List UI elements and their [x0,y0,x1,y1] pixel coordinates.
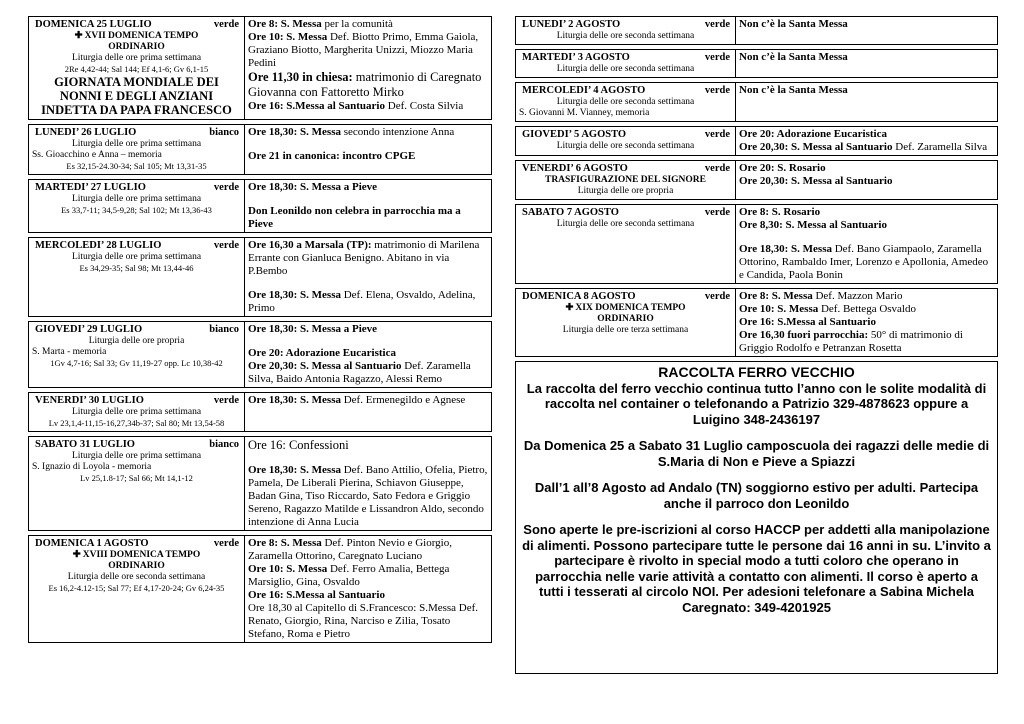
liturgy-hours: Liturgia delle ore seconda settimana [556,219,695,229]
mass-time: Non c’è la Santa Messa [739,84,848,96]
mass-entry [248,31,488,70]
mass-time: Ore 16: Confessioni [248,438,349,452]
day-row [28,436,492,531]
feast-title-text: XIX DOMENICA TEMPO [575,303,686,313]
liturgy-hours: Liturgia delle ore prima settimana [71,53,202,63]
day-name: VENERDI’ 30 LUGLIO [35,395,144,406]
mass-time: Ore 16: S.Messa al Santuario [248,100,385,112]
masses-cell [736,50,997,77]
mass-entry [248,205,488,231]
day-name: MARTEDI’ 27 LUGLIO [35,182,146,193]
mass-intention: Def. Ferro Amalia, Bettega Marsiglio, Gina, Osvaldo [248,563,450,588]
mass-entry [739,141,994,154]
mass-time: Ore 8: S. Rosario [739,206,821,218]
mass-intention: Def. Zaramella Silva, Baido Antonia Ragazzo, Alessi Remo [248,360,471,385]
masses-cell [245,238,491,316]
notice-title: RACCOLTA FERRO VECCHIO [658,364,855,380]
day-header [32,395,241,407]
day-cell [516,17,736,44]
right-day-list [515,16,998,357]
feast-title-text: ORDINARIO [108,561,165,571]
day-name: DOMENICA 25 LUGLIO [35,19,152,30]
mass-time: Ore 21 in canonica: incontro CPGE [248,150,416,162]
mass-time: Ore 18,30: S. Messa [248,464,341,476]
liturgy-hours: Liturgia delle ore seconda settimana [556,64,695,74]
liturgical-color: verde [704,163,730,174]
day-row [28,124,492,175]
day-header [32,439,241,451]
mass-entry [248,563,488,589]
liturgy-hours: Liturgia delle ore prima settimana [71,139,202,149]
mass-entry [248,464,488,529]
day-name: DOMENICA 1 AGOSTO [35,538,149,549]
mass-entry [739,51,994,64]
day-header [32,538,241,550]
day-row [515,49,998,78]
saint-memorial: Ss. Gioacchino e Anna – memoria [32,150,162,160]
liturgical-color: verde [704,207,730,218]
notice-paragraph: Dall’1 all’8 Agosto ad Andalo (TN) soggiorno estivo per adulti. Partecipa anche il parroco don Leonildo [534,480,979,511]
mass-entry [248,360,488,386]
mass-entry [248,438,488,453]
liturgical-color: verde [704,291,730,302]
masses-cell [736,83,997,121]
day-row [28,16,492,120]
mass-intention: Def. Ermenegildo e Agnese [340,394,466,406]
mass-intention: Ore 18,30 al Capitello di S.Francesco: S.Messa Def. Renato, Giorgio, Rina, Narciso e Zilia, Tosato Stefano, Roma e Pietro [248,602,479,640]
liturgical-color: verde [213,182,239,193]
cross-icon: ✚ [565,303,574,313]
mass-intention: Def. Biotto Primo, Emma Gaiola, Graziano Biotto, Margherita Unizzi, Miozzo Maria Pedini [248,31,479,69]
liturgy-hours: Liturgia delle ore seconda settimana [556,97,695,107]
mass-entry [739,243,994,282]
mass-entry [248,347,488,360]
mass-intention: matrimonio di Marilena Errante con Gianluca Benigno. Abitano in via P.Bembo [248,239,480,277]
masses-cell [736,289,997,356]
mass-time: Ore 18,30: S. Messa [248,394,341,406]
day-row [28,392,492,432]
mass-time: Ore 8: S. Messa [739,290,813,302]
mass-intention: Def. Costa Silvia [385,100,464,112]
mass-intention: secondo intenzione Anna [340,126,455,138]
notice-box [515,361,998,674]
mass-intention: Def. Elena, Osvaldo, Adelina, Primo [248,289,476,314]
masses-cell [736,17,997,44]
day-header [519,129,732,141]
liturgical-color: verde [213,240,239,251]
day-row [28,535,492,643]
day-name: VENERDI’ 6 AGOSTO [522,163,628,174]
day-header [519,291,732,303]
mass-time: Ore 8: S. Messa [248,18,322,30]
feast-title [32,31,241,42]
readings: Es 33,7-11; 34,5-9,28; Sal 102; Mt 13,36-43 [61,205,212,215]
cross-icon: ✚ [72,550,81,560]
liturgical-color: verde [213,538,239,549]
mass-entry [739,329,994,355]
day-header [519,207,732,219]
right-column [515,16,998,674]
day-header [32,240,241,252]
mass-time: Ore 18,30: S. Messa [739,243,832,255]
day-header [32,19,241,31]
mass-time: Ore 20: Adorazione Eucaristica [248,347,396,359]
saint-memorial: S. Marta - memoria [32,347,107,357]
mass-entry [739,84,994,97]
day-cell [29,322,245,387]
mass-time: Ore 8,30: S. Messa al Santuario [739,219,887,231]
day-row [515,126,998,156]
day-row [515,160,998,200]
liturgical-color: verde [704,129,730,140]
notice-paragraph: Da Domenica 25 a Sabato 31 Luglio camposcuola dei ragazzi delle medie di S.Maria di Non e Pieve a Spiazzi [523,438,990,469]
readings: Lv 23,1,4-11,15-16,27,34b-37; Sal 80; Mt 13,54-58 [48,418,225,428]
mass-entry [248,100,488,113]
day-name: MERCOLEDI’ 4 AGOSTO [522,85,646,96]
day-cell [516,289,736,356]
mass-time: Don Leonildo non celebra in parrocchia ma a Pieve [248,205,461,230]
readings: Es 32,15-24.30-34; Sal 105; Mt 13,31-35 [66,161,207,171]
day-cell [29,393,245,431]
masses-cell [245,17,491,119]
day-row [28,321,492,388]
day-row [515,288,998,357]
masses-cell [245,437,491,530]
liturgical-color: bianco [209,439,239,450]
day-cell [29,17,245,119]
readings: 1Gv 4,7-16; Sal 33; Gv 11,19-27 opp. Lc 10,38-42 [50,358,223,368]
day-cell [516,50,736,77]
mass-entry [248,70,488,100]
mass-entry [248,181,488,194]
mass-entry [739,128,994,141]
mass-time: Ore 11,30 in chiesa: [248,70,353,84]
special-day-title: GIORNATA MONDIALE DEI [54,75,219,89]
masses-cell [245,125,491,174]
day-row [515,16,998,45]
saint-memorial: S. Giovanni M. Vianney, memoria [519,108,650,118]
mass-time: Ore 20: Adorazione Eucaristica [739,128,887,140]
mass-entry [248,239,488,278]
day-header [32,182,241,194]
day-name: MERCOLEDI’ 28 LUGLIO [35,240,162,251]
mass-time: Ore 10: S. Messa [248,31,328,43]
liturgy-hours: Liturgia delle ore prima settimana [71,451,202,461]
day-cell [516,161,736,199]
mass-entry [248,18,488,31]
mass-time: Ore 10: S. Messa [739,303,819,315]
feast-title-text: ORDINARIO [597,314,654,324]
day-name: SABATO 7 AGOSTO [522,207,619,218]
mass-intention: matrimonio di Caregnato Giovanna con Fattoretto Mirko [248,70,482,99]
day-cell [516,127,736,155]
liturgical-color: bianco [209,324,239,335]
feast-title [32,561,241,572]
day-row [28,179,492,233]
mass-entry [739,206,994,219]
feast-title-text: ORDINARIO [108,42,165,52]
day-name: GIOVEDI’ 5 AGOSTO [522,129,627,140]
day-row [515,204,998,284]
day-header [519,163,732,175]
mass-intention: Def. Pinton Nevio e Giorgio, Zaramella Ottorino, Caregnato Luciano [248,537,452,562]
liturgy-hours: Liturgia delle ore prima settimana [71,407,202,417]
feast-title [32,42,241,53]
day-header [32,127,241,139]
mass-time: Ore 10: S. Messa [248,563,328,575]
mass-entry [248,323,488,336]
readings: Lv 25,1.8-17; Sal 66; Mt 14,1-12 [80,473,193,483]
mass-intention: Def. Bano Giampaolo, Zaramella Ottorino, Rambaldo Imer, Lorenzo e Apollonia, Amedeo e Candida, Paola Bonin [739,243,989,281]
readings: 2Re 4,42-44; Sal 144; Ef 4,1-6; Gv 6,1-15 [64,64,209,74]
day-row [28,237,492,317]
special-day-title: INDETTA DA PAPA FRANCESCO [41,103,232,117]
mass-entry [248,589,488,602]
masses-cell [736,161,997,199]
mass-intention: Def. Zaramella Silva [892,141,988,153]
mass-entry [248,150,488,163]
cross-icon: ✚ [74,31,83,41]
day-name: LUNEDI’ 26 LUGLIO [35,127,137,138]
mass-entry [248,602,488,641]
liturgical-color: verde [213,395,239,406]
left-column [28,16,492,643]
mass-entry [739,175,994,188]
mass-time: Ore 16,30 a Marsala (TP): [248,239,372,251]
mass-entry [248,126,488,139]
day-header [519,52,732,64]
mass-time: Ore 8: S. Messa [248,537,322,549]
feast-title-text: XVIII DOMENICA TEMPO [82,550,201,560]
mass-time: Non c’è la Santa Messa [739,18,848,30]
day-header [519,85,732,97]
saint-memorial: S. Ignazio di Loyola - memoria [32,462,152,472]
mass-intention: Def. Bano Attilio, Ofelia, Pietro, Pamela, De Liberali Pierina, Schiavon Giuseppe, Badan Gina, Tiso Riccardo, Sato Fedora e Griggio Sereno, Ragazzo Matilde e Lissandron Aldo, secondo intenzione di Anna Lucia [248,464,488,528]
day-cell [29,238,245,316]
mass-entry [248,289,488,315]
mass-time: Ore 16,30 fuori parrocchia: [739,329,869,341]
mass-time: Ore 16: S.Messa al Santuario [248,589,385,601]
mass-time: Ore 20: S. Rosario [739,162,826,174]
liturgy-hours: Liturgia delle ore terza settimana [562,325,689,335]
mass-time: Ore 18,30: S. Messa [248,289,341,301]
feast-title-text: XVII DOMENICA TEMPO [84,31,199,41]
day-cell [516,205,736,283]
masses-cell [245,322,491,387]
mass-time: Ore 18,30: S. Messa a Pieve [248,181,378,193]
day-cell [29,437,245,530]
liturgical-color: verde [704,85,730,96]
masses-cell [245,536,491,642]
feast-title [519,175,732,186]
mass-entry [248,394,488,407]
mass-time: Ore 20,30: S. Messa al Santuario [739,141,893,153]
mass-time: Non c’è la Santa Messa [739,51,848,63]
mass-entry [739,219,994,232]
mass-time: Ore 18,30: S. Messa [248,126,341,138]
day-name: SABATO 31 LUGLIO [35,439,135,450]
liturgy-hours: Liturgia delle ore seconda settimana [67,572,206,582]
day-name: GIOVEDI’ 29 LUGLIO [35,324,143,335]
mass-entry [739,290,994,303]
notice-paragraph: Sono aperte le pre-iscrizioni al corso HACCP per addetti alla manipolazione di alimenti. Possono partecipare tutte le persone dai 16 anni in su. L’invito a partecipare è rivolto in special modo a tutti coloro che operano in parrocchia nelle varie attività a contatto con alimenti. Il corso è aperto a tutti i tesserati al circolo NOI. Per adesioni telefonare a Sabina Michela Caregnato: 349-4201925 [522,522,991,615]
masses-cell [245,180,491,232]
mass-intention: Def. Mazzon Mario [812,290,903,302]
liturgical-color: verde [704,19,730,30]
feast-title-text: TRASFIGURAZIONE DEL SIGNORE [544,175,706,185]
feast-title [519,314,732,325]
day-header [32,324,241,336]
liturgical-color: verde [704,52,730,63]
mass-time: Ore 20,30: S. Messa al Santuario [248,360,402,372]
liturgy-hours: Liturgia delle ore seconda settimana [556,141,695,151]
day-header [519,19,732,31]
mass-intention: Def. Bettega Osvaldo [818,303,916,315]
day-cell [516,83,736,121]
mass-intention: 50° di matrimonio di Griggio Rodolfo e Petranzan Rosetta [739,329,963,354]
feast-title [519,303,732,314]
liturgy-hours: Liturgia delle ore prima settimana [71,252,202,262]
feast-title [32,550,241,561]
mass-entry [739,316,994,329]
mass-entry [248,537,488,563]
day-name: DOMENICA 8 AGOSTO [522,291,636,302]
masses-cell [245,393,491,431]
day-cell [29,125,245,174]
day-row [515,82,998,122]
masses-cell [736,127,997,155]
liturgy-hours: Liturgia delle ore seconda settimana [556,31,695,41]
mass-time: Ore 18,30: S. Messa a Pieve [248,323,378,335]
special-day-title: NONNI E DEGLI ANZIANI [59,89,214,103]
liturgy-hours: Liturgia delle ore propria [577,186,674,196]
liturgy-hours: Liturgia delle ore prima settimana [71,194,202,204]
notice-paragraph: La raccolta del ferro vecchio continua tutto l’anno con le solite modalità di raccolta nel container o telefonando a Patrizio 329-4878623 oppure a Luigino 348-2436197 [526,380,987,427]
readings: Es 34,29-35; Sal 98; Mt 13,44-46 [79,263,194,273]
liturgical-color: verde [213,19,239,30]
mass-entry [739,162,994,175]
mass-entry [739,18,994,31]
liturgy-hours: Liturgia delle ore propria [88,336,185,346]
liturgical-color: bianco [209,127,239,138]
day-name: MARTEDI’ 3 AGOSTO [522,52,630,63]
readings: Es 16,2-4.12-15; Sal 77; Ef 4,17-20-24; Gv 6,24-35 [48,583,225,593]
mass-time: Ore 20,30: S. Messa al Santuario [739,175,893,187]
day-name: LUNEDI’ 2 AGOSTO [522,19,621,30]
masses-cell [736,205,997,283]
mass-entry [739,303,994,316]
day-cell [29,536,245,642]
mass-time: Ore 16: S.Messa al Santuario [739,316,876,328]
day-cell [29,180,245,232]
mass-intention: per la comunità [321,18,393,30]
